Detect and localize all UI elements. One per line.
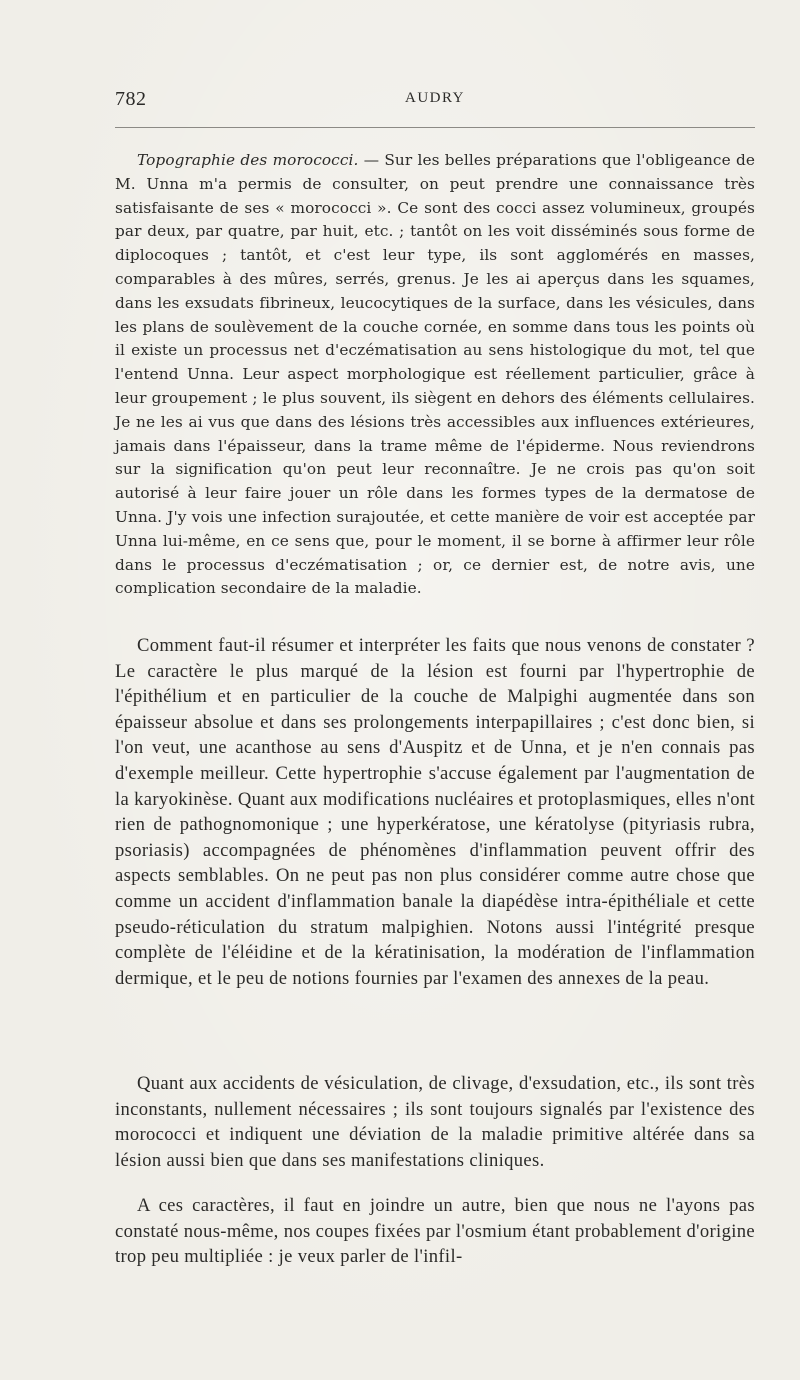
paragraph-interpretation: Comment faut-il résumer et interpréter les faits que nous venons de constater ? Le caractère le plus marqué de la lésion est fourni par l'hypertrophie de l'épithélium et en particulier de la couche de Malpighi augmentée dans son épaisseur absolue et dans ses prolongements interpapillaires ; c'est donc bien, si l'on veut, une acanthose au sens d'Auspitz et de Unna, et je n'en connais pas d'exemple meilleur. Cette hypertrophie s'accuse également par l'augmentation de la karyokinèse. Quant aux modifications nucléaires et protoplasmiques, elles n'ont rien de pathognomonique ; une hyperkératose, une kératolyse (pityriasis rubra, psoriasis) accompagnées de phénomènes d'inflammation peuvent offrir des aspects semblables. On ne peut pas non plus considérer comme autre chose que comme un accident d'inflammation banale la diapédèse intra-épithéliale et cette pseudo-réticulation du stratum malpighien. Notons aussi l'intégrité presque complète de l'éléidine et de la kératinisation, la modération de l'inflammation dermique, et le peu de notions fournies par l'examen des annexes de la peau. <box>115 635 755 989</box>
paragraph-body: — Sur les belles préparations que l'obligeance de M. Unna m'a permis de consulter, on peut prendre une connaissance très satisfaisante de ses « morococci ». Ce sont des cocci assez volumineux, groupés par deux, par quatre, par huit, etc. ; tantôt on les voit disséminés sous forme de diplocoques ; tantôt, et c'est leur type, ils sont agglomérés en masses, comparables à des mûres, serrés, grenus. Je les ai aperçus dans les squames, dans les exsudats fibrineux, leucocytiques de la surface, dans les vésicules, dans les plans de soulèvement de la couche cornée, en somme dans tous les points où il existe un processus net d'eczématisation au sens histologique du mot, tel que l'entend Unna. Leur aspect morphologique est réellement particulier, grâce à leur groupement ; le plus souvent, ils siègent en dehors des éléments cellulaires. Je ne les ai vus que dans des lésions très accessibles aux influences extérieures, jamais dans l'épaisseur, dans la trame même de l'épiderme. Nous reviendrons sur la signification qu'on peut leur reconnaître. Je ne crois pas qu'on soit autorisé à leur faire jouer un rôle dans les formes types de la dermatose de Unna. J'y vois une infection surajoutée, et cette manière de voir est acceptée par Unna lui-même, en ce sens que, pour le moment, il se borne à affirmer leur rôle dans le processus d'eczématisation ; or, ce dernier est, de notre avis, une complication secondaire de la maladie. <box>115 151 756 598</box>
paragraph-infiltration: A ces caractères, il faut en joindre un autre, bien que nous ne l'ayons pas constaté nous-même, nos coupes fixées par l'osmium étant probablement d'origine trop peu multipliée : je veux parler de l'infil- <box>115 1195 755 1268</box>
running-head: AUDRY <box>404 90 465 106</box>
page-number: 782 <box>115 88 147 110</box>
paragraph-lead-in: Topographie des morococci. <box>137 151 359 169</box>
paragraph-topographie <box>115 149 755 601</box>
header-rule <box>115 127 755 128</box>
page-header <box>115 88 755 112</box>
paragraph-vesiculation: Quant aux accidents de vésiculation, de clivage, d'exsudation, etc., ils sont très inconstants, nullement nécessaires ; ils sont toujours signalés par l'existence des morococci et indiquent une déviation de la maladie primitive altérée dans sa lésion aussi bien que dans ses manifestations cliniques. <box>115 1073 755 1171</box>
